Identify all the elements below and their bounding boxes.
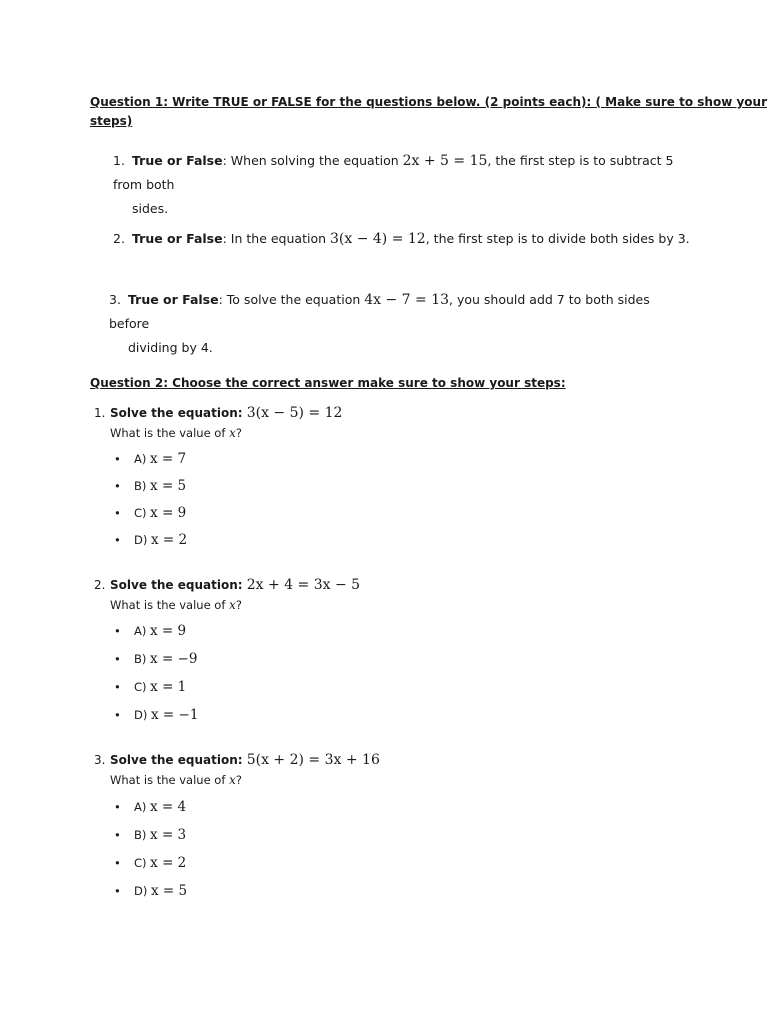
tf-item-continuation: dividing by 4.	[128, 340, 213, 355]
option-label: B)	[134, 479, 151, 493]
option-value: x = 1	[150, 679, 187, 695]
option-label: A)	[134, 624, 151, 638]
question1-heading-line1: Question 1: Write TRUE or FALSE for the questions below. (2 points each): ( Make sure to show your	[90, 95, 767, 109]
prompt-variable: x	[229, 598, 236, 612]
tf-item-number: 3.	[109, 292, 121, 307]
tf-item-number: 1.	[113, 153, 125, 168]
bullet-icon: •	[114, 856, 121, 870]
mc-problem-title	[94, 577, 594, 594]
bullet-icon: •	[114, 708, 121, 722]
option-value: x = 4	[150, 799, 187, 815]
option-value: x = −9	[150, 651, 198, 667]
option-value: x = 3	[150, 827, 187, 843]
option-label: D)	[134, 708, 151, 722]
tf-item-pre: : When solving the equation	[222, 153, 403, 168]
tf-item-3	[109, 288, 689, 360]
prompt-variable: x	[229, 773, 236, 787]
bullet-icon: •	[114, 506, 121, 520]
mc-problem-equation: 2x + 4 = 3x − 5	[246, 577, 361, 593]
tf-item-equation: 4x − 7 = 13	[364, 292, 450, 308]
mc-problem-number: 2.	[94, 578, 106, 592]
option-a[interactable]	[94, 622, 594, 640]
question1-heading-line2: steps)	[90, 114, 133, 128]
option-c[interactable]	[94, 678, 594, 696]
option-label: B)	[134, 652, 151, 666]
prompt-variable: x	[229, 426, 236, 440]
tf-item-lead: True or False	[128, 292, 219, 307]
mc-problem-prompt	[94, 772, 594, 789]
bullet-icon: •	[114, 452, 121, 466]
tf-item-equation: 3(x − 4) = 12	[330, 231, 426, 247]
option-label: C)	[134, 680, 151, 694]
option-label: D)	[134, 533, 151, 547]
bullet-icon: •	[114, 828, 121, 842]
tf-item-post: , you should add 7 to both sides before	[109, 292, 650, 331]
mc-problem-lead: Solve the equation:	[110, 753, 247, 767]
bullet-icon: •	[114, 884, 121, 898]
mc-problem-prompt	[94, 597, 594, 614]
tf-item-lead: True or False	[132, 153, 223, 168]
prompt-text: What is the value of	[110, 598, 230, 612]
bullet-icon: •	[114, 800, 121, 814]
mc-problem-2	[94, 577, 594, 724]
option-d[interactable]	[94, 882, 594, 900]
prompt-end: ?	[235, 773, 242, 787]
mc-problem-prompt	[94, 425, 594, 442]
option-label: D)	[134, 884, 151, 898]
bullet-icon: •	[114, 624, 121, 638]
prompt-end: ?	[235, 598, 242, 612]
mc-problem-lead: Solve the equation:	[110, 578, 247, 592]
tf-item-post: , the first step is to subtract 5 from both	[113, 153, 674, 192]
bullet-icon: •	[114, 533, 121, 547]
option-value: x = 9	[150, 623, 187, 639]
tf-item-continuation: sides.	[132, 201, 169, 216]
mc-problem-number: 3.	[94, 753, 106, 767]
mc-problem-number: 1.	[94, 406, 106, 420]
tf-item-post: , the first step is to divide both sides by 3.	[425, 231, 690, 246]
option-value: x = 5	[150, 478, 187, 494]
option-b[interactable]	[94, 477, 594, 495]
bullet-icon: •	[114, 479, 121, 493]
option-label: C)	[134, 506, 151, 520]
option-a[interactable]	[94, 798, 594, 816]
option-d[interactable]	[94, 531, 594, 549]
option-value: x = 5	[151, 883, 188, 899]
mc-problem-3	[94, 752, 594, 900]
mc-problem-1	[94, 405, 594, 549]
option-d[interactable]	[94, 706, 594, 724]
mc-problem-lead: Solve the equation:	[110, 406, 247, 420]
tf-item-number: 2.	[113, 231, 125, 246]
question1-heading	[90, 93, 767, 131]
option-c[interactable]	[94, 854, 594, 872]
option-b[interactable]	[94, 650, 594, 668]
tf-item-lead: True or False	[132, 231, 223, 246]
option-value: x = 2	[150, 855, 187, 871]
mc-problem-equation: 3(x − 5) = 12	[246, 405, 343, 421]
mc-problem-title	[94, 405, 594, 422]
tf-item-1	[113, 149, 693, 221]
option-value: x = 7	[150, 451, 187, 467]
prompt-text: What is the value of	[110, 426, 230, 440]
bullet-icon: •	[114, 680, 121, 694]
option-value: x = 2	[151, 532, 188, 548]
bullet-icon: •	[114, 652, 121, 666]
mc-problem-title	[94, 752, 594, 769]
option-label: B)	[134, 828, 151, 842]
option-b[interactable]	[94, 826, 594, 844]
option-label: A)	[134, 800, 151, 814]
mc-problem-equation: 5(x + 2) = 3x + 16	[246, 752, 380, 768]
option-value: x = −1	[151, 707, 199, 723]
option-label: C)	[134, 856, 151, 870]
prompt-end: ?	[235, 426, 242, 440]
prompt-text: What is the value of	[110, 773, 230, 787]
option-c[interactable]	[94, 504, 594, 522]
option-a[interactable]	[94, 450, 594, 468]
question2-heading: Question 2: Choose the correct answer make sure to show your steps:	[90, 376, 566, 390]
tf-item-pre: : To solve the equation	[218, 292, 365, 307]
tf-item-2	[113, 227, 693, 251]
option-label: A)	[134, 452, 151, 466]
option-value: x = 9	[150, 505, 187, 521]
tf-item-equation: 2x + 5 = 15	[402, 153, 488, 169]
tf-item-pre: : In the equation	[222, 231, 330, 246]
